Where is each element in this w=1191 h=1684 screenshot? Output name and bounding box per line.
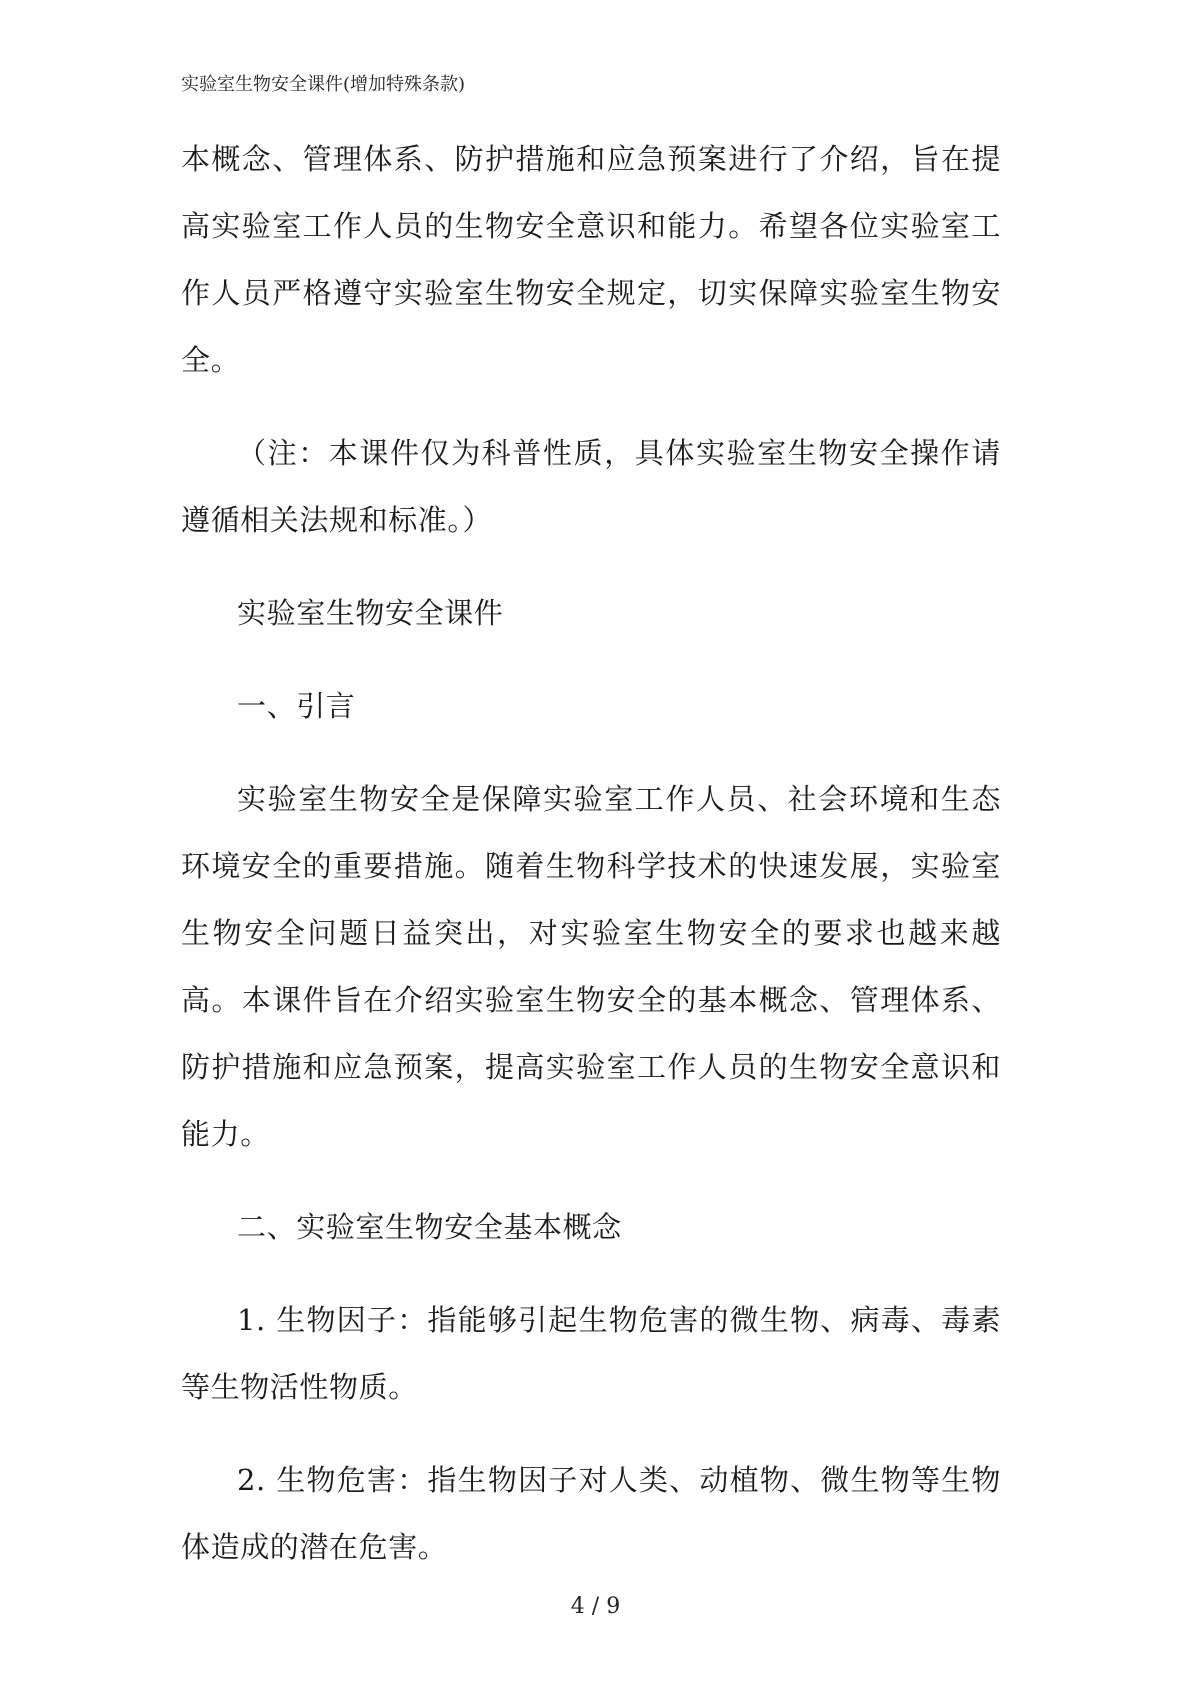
body-text [181,126,1001,1607]
list-item-biological-hazard: 2. 生物危害：指生物因子对人类、动植物、微生物等生物体造成的潜在危害。 [181,1463,1001,1564]
paragraph-introduction: 实验室生物安全是保障实验室工作人员、社会环境和生态环境安全的重要措施。随着生物科学技术的快速发展，实验室生物安全问题日益突出，对实验室生物安全的要求也越来越高。本课件旨在介绍实验室生物安全的基本概念、管理体系、防护措施和应急预案，提高实验室工作人员的生物安全意识和能力。 [181,782,1001,1151]
list-item-biological-agent: 1. 生物因子：指能够引起生物危害的微生物、病毒、毒素等生物活性物质。 [181,1303,1001,1404]
paragraph-continued-summary: 本概念、管理体系、防护措施和应急预案进行了介绍，旨在提高实验室工作人员的生物安全意识和能力。希望各位实验室工作人员严格遵守实验室生物安全规定，切实保障实验室生物安全。 [181,142,1001,377]
running-header: 实验室生物安全课件(增加特殊条款) [181,74,466,95]
page-number: 4 / 9 [570,1594,621,1619]
heading-basic-concepts: 二、实验室生物安全基本概念 [237,1210,622,1244]
section-title: 实验室生物安全课件 [237,596,504,630]
heading-introduction: 一、引言 [237,689,356,723]
paragraph-note: （注：本课件仅为科普性质，具体实验室生物安全操作请遵循相关法规和标准。） [181,436,1001,537]
